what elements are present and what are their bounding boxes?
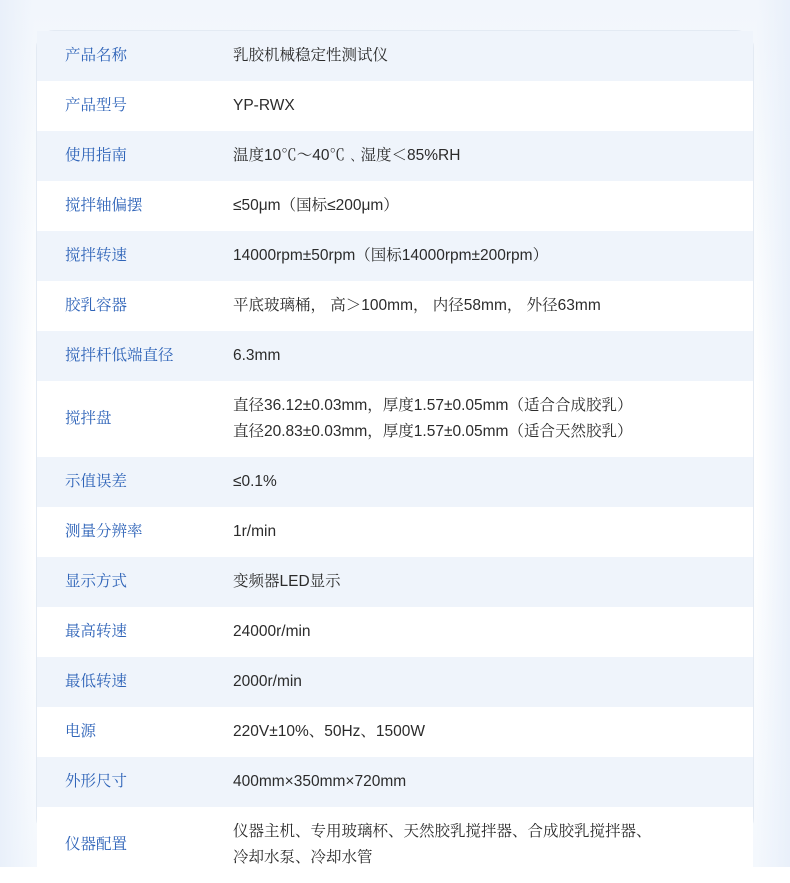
table-row bbox=[37, 457, 753, 507]
row-value bbox=[233, 231, 753, 281]
table-row bbox=[37, 381, 753, 457]
row-value bbox=[233, 281, 753, 331]
row-value-line: 400mm×350mm×720mm bbox=[233, 773, 407, 790]
row-value bbox=[233, 457, 753, 507]
row-value-line: 乳胶机械稳定性测试仪 bbox=[233, 47, 389, 64]
row-label: 搅拌杆低端直径 bbox=[65, 347, 174, 364]
row-value-line: 1r/min bbox=[233, 523, 277, 540]
table-row bbox=[37, 131, 753, 181]
table-row bbox=[37, 557, 753, 607]
row-value-line: 冷却水泵、冷却水管 bbox=[233, 849, 373, 866]
row-value-line: 平底玻璃桶， 高＞100mm， 内径58mm， 外径63mm bbox=[233, 297, 601, 314]
row-value-line: 温度10℃～40℃﹑湿度＜85%RH bbox=[233, 147, 461, 164]
table-row bbox=[37, 807, 753, 883]
table-row bbox=[37, 757, 753, 807]
row-label: 搅拌盘 bbox=[65, 410, 112, 427]
table-row bbox=[37, 31, 753, 81]
row-value bbox=[233, 31, 753, 81]
table-row bbox=[37, 657, 753, 707]
row-value-line: 仪器主机、专用玻璃杯、天然胶乳搅拌器、合成胶乳搅拌器、 bbox=[233, 823, 652, 840]
table-row bbox=[37, 281, 753, 331]
row-value bbox=[233, 131, 753, 181]
row-value-line: YP-RWX bbox=[233, 97, 295, 114]
row-value bbox=[233, 507, 753, 557]
table-row bbox=[37, 607, 753, 657]
row-value bbox=[233, 607, 753, 657]
row-value bbox=[233, 707, 753, 757]
row-value-line: ≤0.1% bbox=[233, 473, 277, 490]
row-value-line: ≤50μm（国标≤200μm） bbox=[233, 197, 399, 214]
row-label: 电源 bbox=[65, 723, 97, 740]
row-value-line: 变频器LED显示 bbox=[233, 573, 341, 590]
table-row bbox=[37, 707, 753, 757]
row-value bbox=[233, 381, 753, 457]
specification-table bbox=[37, 31, 753, 883]
row-value-line: 6.3mm bbox=[233, 347, 281, 364]
table-row bbox=[37, 331, 753, 381]
row-value bbox=[233, 807, 753, 883]
row-label: 显示方式 bbox=[65, 573, 128, 590]
table-row bbox=[37, 507, 753, 557]
row-value bbox=[233, 81, 753, 131]
row-value-line: 直径20.83±0.03mm，厚度1.57±0.05mm（适合天然胶乳） bbox=[233, 423, 633, 440]
row-value-line: 2000r/min bbox=[233, 673, 302, 690]
row-label: 最高转速 bbox=[65, 623, 128, 640]
row-label: 搅拌轴偏摆 bbox=[65, 197, 143, 214]
row-value-line: 24000r/min bbox=[233, 623, 311, 640]
row-label: 最低转速 bbox=[65, 673, 128, 690]
table-row bbox=[37, 181, 753, 231]
row-label: 产品名称 bbox=[65, 47, 128, 64]
row-label: 仪器配置 bbox=[65, 836, 128, 853]
row-value-line: 直径36.12±0.03mm，厚度1.57±0.05mm（适合合成胶乳） bbox=[233, 397, 633, 414]
row-value bbox=[233, 331, 753, 381]
table-row bbox=[37, 231, 753, 281]
row-label: 外形尺寸 bbox=[65, 773, 128, 790]
row-label: 示值误差 bbox=[65, 473, 128, 490]
row-value-line: 14000rpm±50rpm（国标14000rpm±200rpm） bbox=[233, 247, 549, 264]
row-value bbox=[233, 757, 753, 807]
row-label: 使用指南 bbox=[65, 147, 128, 164]
row-value-line: 220V±10%、50Hz、1500W bbox=[233, 723, 426, 740]
row-label: 测量分辨率 bbox=[65, 523, 143, 540]
table-row bbox=[37, 81, 753, 131]
row-value bbox=[233, 657, 753, 707]
row-label: 产品型号 bbox=[65, 97, 128, 114]
row-value bbox=[233, 557, 753, 607]
row-label: 搅拌转速 bbox=[65, 247, 128, 264]
row-label: 胶乳容器 bbox=[65, 297, 128, 314]
row-value bbox=[233, 181, 753, 231]
spec-card bbox=[36, 30, 754, 866]
